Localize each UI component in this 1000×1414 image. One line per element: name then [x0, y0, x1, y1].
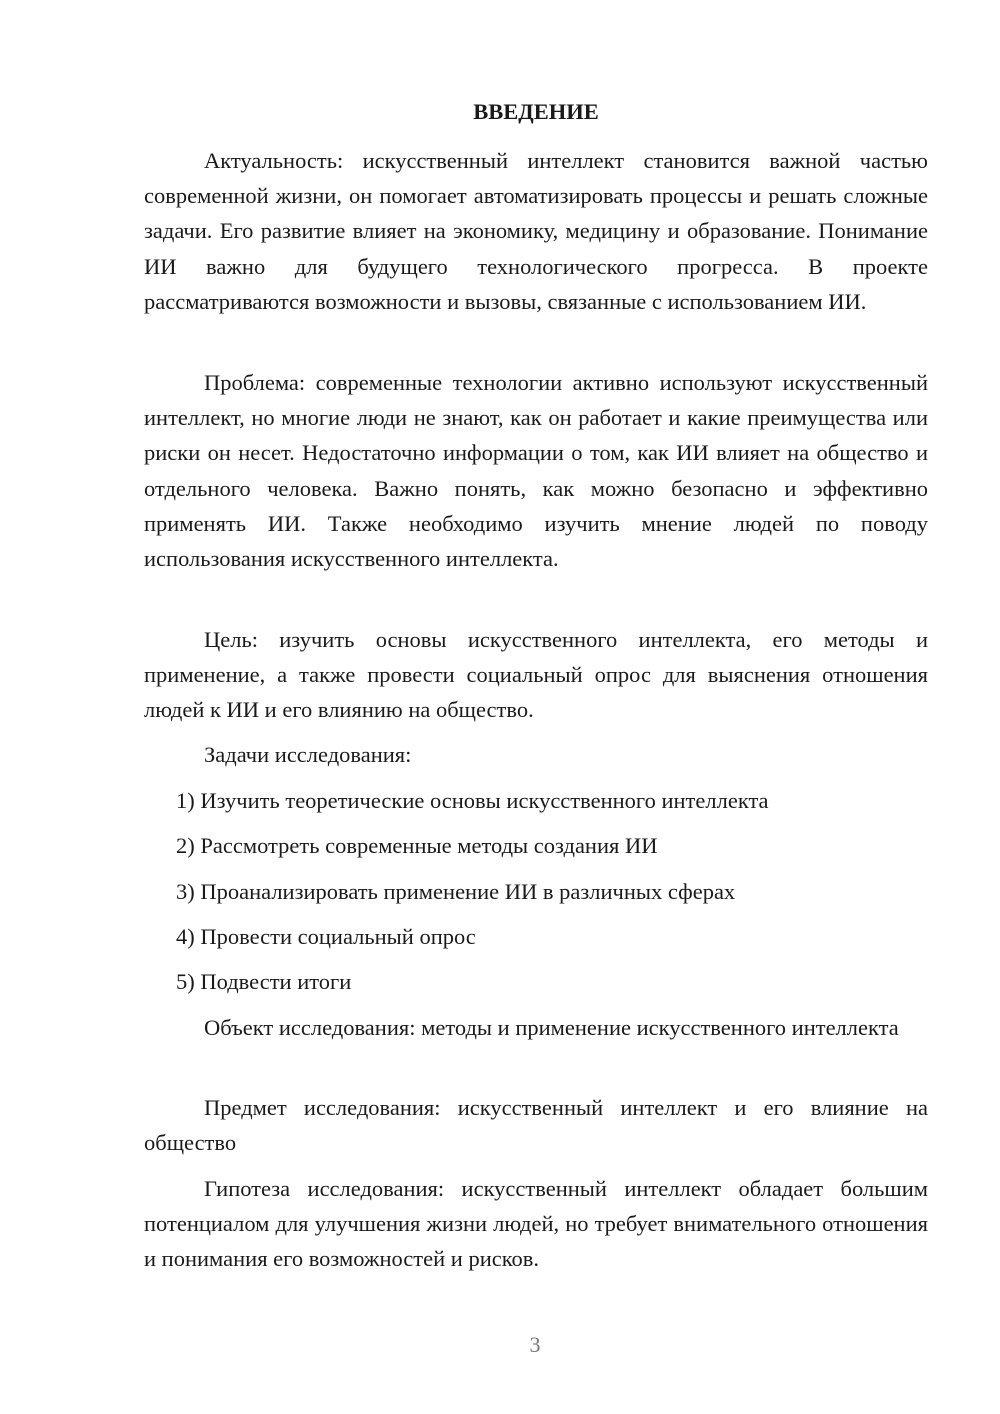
subject-paragraph-block	[144, 1090, 928, 1160]
tasks-heading: Задачи исследования:	[204, 742, 412, 767]
goal-paragraph-block	[144, 622, 928, 728]
goal-paragraph: Цель: изучить основы искусственного интеллекта, его методы и применение, а также провести социальный опрос для выяснения отношения людей к ИИ и его влиянию на общество.	[144, 627, 928, 723]
problem-paragraph: Проблема: современные технологии активно используют искусственный интеллект, но многие люди не знают, как он работает и какие преимущества или риски он несет. Недостаточно информации о том, как ИИ влияет на общество и отдельного человека. Важно понять, как можно безопасно и эффективно применять ИИ. Также необходимо изучить мнение людей по поводу использования искусственного интеллекта.	[144, 370, 928, 572]
object-paragraph: Объект исследования: методы и применение искусственного интеллекта	[204, 1015, 899, 1040]
subject-paragraph: Предмет исследования: искусственный интеллект и его влияние на общество	[144, 1095, 928, 1156]
hypothesis-paragraph-block	[144, 1171, 928, 1277]
task-item-4: 4) Провести социальный опрос	[176, 924, 476, 949]
task-item-3: 3) Проанализировать применение ИИ в различных сферах	[176, 879, 736, 904]
task-item-5: 5) Подвести итоги	[176, 969, 352, 994]
object-paragraph-block	[144, 1010, 928, 1045]
page-title: ВВЕДЕНИЕ	[473, 99, 599, 124]
hypothesis-paragraph: Гипотеза исследования: искусственный интеллект обладает большим потенциалом для улучшения жизни людей, но требует внимательного отношения и понимания его возможностей и рисков.	[144, 1176, 928, 1272]
page-number: 3	[529, 1332, 541, 1357]
relevance-paragraph-block	[144, 143, 928, 319]
task-item-2: 2) Рассмотреть современные методы создания ИИ	[176, 833, 658, 858]
problem-paragraph-block	[144, 365, 928, 576]
relevance-paragraph: Актуальность: искусственный интеллект становится важной частью современной жизни, он помогает автоматизировать процессы и решать сложные задачи. Его развитие влияет на экономику, медицину и образование. Понимание ИИ важно для будущего технологического прогресса. В проекте рассматриваются возможности и вызовы, связанные с использованием ИИ.	[144, 148, 928, 314]
task-item-1: 1) Изучить теоретические основы искусственного интеллекта	[176, 788, 769, 813]
